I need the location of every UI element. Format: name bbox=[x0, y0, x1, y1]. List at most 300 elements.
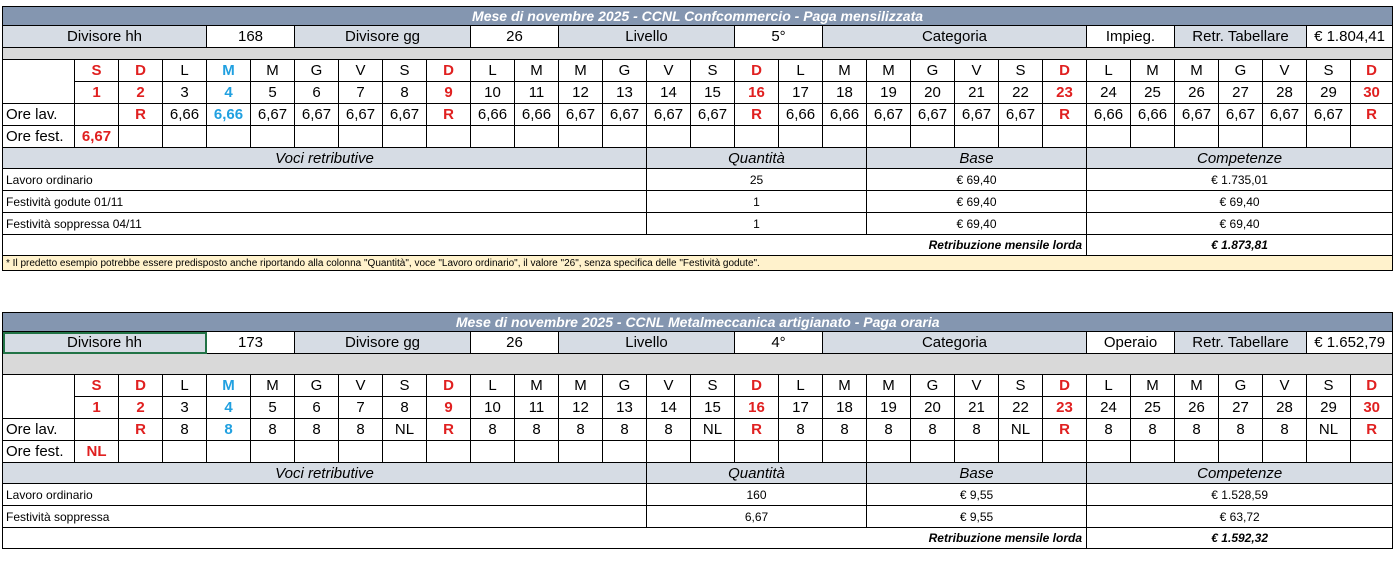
day-number-cell[interactable]: 23 bbox=[1043, 82, 1087, 104]
ore-lav-cell[interactable]: R bbox=[1351, 419, 1393, 441]
weekday-cell[interactable]: L bbox=[779, 60, 823, 82]
weekday-cell[interactable]: D bbox=[427, 375, 471, 397]
ore-lav-cell[interactable]: 6,67 bbox=[1175, 104, 1219, 126]
ore-fest-cell[interactable] bbox=[1087, 441, 1131, 463]
ore-lav-cell[interactable]: 6,67 bbox=[559, 104, 603, 126]
weekday-cell[interactable]: M bbox=[1131, 375, 1175, 397]
ore-fest-cell[interactable] bbox=[911, 126, 955, 148]
weekday-cell[interactable]: G bbox=[603, 375, 647, 397]
voci-header[interactable]: Voci retributive bbox=[3, 463, 647, 484]
categoria-value[interactable]: Impieg. bbox=[1087, 26, 1175, 48]
ore-fest-cell[interactable]: 6,67 bbox=[75, 126, 119, 148]
weekday-cell[interactable]: L bbox=[1087, 60, 1131, 82]
ore-fest-label[interactable]: Ore fest. bbox=[3, 441, 75, 463]
retr-tabellare-value[interactable]: € 1.804,41 bbox=[1307, 26, 1393, 48]
ore-lav-cell[interactable]: 8 bbox=[207, 419, 251, 441]
ore-fest-cell[interactable] bbox=[691, 441, 735, 463]
weekday-cell[interactable]: M bbox=[207, 375, 251, 397]
weekday-cell[interactable]: S bbox=[999, 375, 1043, 397]
ore-lav-cell[interactable]: NL bbox=[999, 419, 1043, 441]
ore-fest-cell[interactable] bbox=[691, 126, 735, 148]
day-number-cell[interactable]: 18 bbox=[823, 397, 867, 419]
quantita-header[interactable]: Quantità bbox=[647, 148, 867, 169]
ore-lav-cell[interactable]: 6,67 bbox=[647, 104, 691, 126]
ore-lav-cell[interactable]: 6,67 bbox=[603, 104, 647, 126]
footnote[interactable]: * Il predetto esempio potrebbe essere predisposto anche riportando alla colonna "Quantità", voce "Lavoro ordinario", il valore "26", senza specifica delle "Festività godute". bbox=[3, 256, 1393, 271]
ore-fest-cell[interactable] bbox=[1175, 126, 1219, 148]
ore-fest-cell[interactable] bbox=[295, 441, 339, 463]
weekday-cell[interactable]: V bbox=[339, 375, 383, 397]
weekday-cell[interactable]: G bbox=[911, 375, 955, 397]
ore-fest-cell[interactable] bbox=[955, 441, 999, 463]
weekday-cell[interactable]: D bbox=[1351, 60, 1393, 82]
retr-tabellare-label[interactable]: Retr. Tabellare bbox=[1175, 26, 1307, 48]
ore-fest-cell[interactable] bbox=[559, 441, 603, 463]
voce-desc[interactable]: Festività godute 01/11 bbox=[3, 191, 647, 213]
ore-fest-cell[interactable] bbox=[1131, 441, 1175, 463]
weekday-cell[interactable]: M bbox=[1175, 375, 1219, 397]
ore-fest-cell[interactable] bbox=[647, 126, 691, 148]
base-header[interactable]: Base bbox=[867, 148, 1087, 169]
ore-fest-cell[interactable]: NL bbox=[75, 441, 119, 463]
voce-desc[interactable]: Lavoro ordinario bbox=[3, 169, 647, 191]
ore-lav-cell[interactable]: R bbox=[735, 104, 779, 126]
day-number-cell[interactable]: 18 bbox=[823, 82, 867, 104]
day-number-cell[interactable]: 30 bbox=[1351, 397, 1393, 419]
ore-lav-cell[interactable]: 6,67 bbox=[383, 104, 427, 126]
weekday-cell[interactable]: S bbox=[1307, 60, 1351, 82]
voce-desc[interactable]: Lavoro ordinario bbox=[3, 484, 647, 506]
day-number-cell[interactable]: 15 bbox=[691, 82, 735, 104]
ore-fest-cell[interactable] bbox=[1351, 126, 1393, 148]
base-header[interactable]: Base bbox=[867, 463, 1087, 484]
voce-competenze[interactable]: € 1.735,01 bbox=[1087, 169, 1393, 191]
ore-lav-cell[interactable]: 8 bbox=[779, 419, 823, 441]
weekday-cell[interactable]: D bbox=[1043, 375, 1087, 397]
ore-fest-cell[interactable] bbox=[1219, 126, 1263, 148]
day-number-cell[interactable]: 1 bbox=[75, 397, 119, 419]
divisore-hh-value[interactable]: 168 bbox=[207, 26, 295, 48]
ore-fest-cell[interactable] bbox=[471, 441, 515, 463]
voce-desc[interactable]: Festività soppressa 04/11 bbox=[3, 213, 647, 235]
ore-fest-cell[interactable] bbox=[515, 441, 559, 463]
divisore-hh-value[interactable]: 173 bbox=[207, 332, 295, 354]
day-number-cell[interactable]: 2 bbox=[119, 397, 163, 419]
weekday-cell[interactable]: M bbox=[823, 60, 867, 82]
ore-lav-cell[interactable]: 6,67 bbox=[955, 104, 999, 126]
weekday-cell[interactable]: D bbox=[427, 60, 471, 82]
livello-value[interactable]: 5° bbox=[735, 26, 823, 48]
ore-lav-cell[interactable]: 6,67 bbox=[911, 104, 955, 126]
weekday-cell[interactable]: V bbox=[647, 375, 691, 397]
day-number-cell[interactable]: 10 bbox=[471, 82, 515, 104]
weekday-cell[interactable]: M bbox=[515, 60, 559, 82]
weekday-cell[interactable]: G bbox=[295, 60, 339, 82]
day-number-cell[interactable]: 23 bbox=[1043, 397, 1087, 419]
ore-fest-cell[interactable] bbox=[119, 126, 163, 148]
ore-lav-cell[interactable]: R bbox=[427, 419, 471, 441]
ore-fest-cell[interactable] bbox=[427, 441, 471, 463]
day-number-cell[interactable]: 24 bbox=[1087, 397, 1131, 419]
ore-lav-cell[interactable]: 6,67 bbox=[691, 104, 735, 126]
ore-lav-cell[interactable]: 8 bbox=[339, 419, 383, 441]
weekday-cell[interactable]: D bbox=[735, 60, 779, 82]
competenze-header[interactable]: Competenze bbox=[1087, 463, 1393, 484]
day-number-cell[interactable]: 19 bbox=[867, 397, 911, 419]
ore-lav-cell[interactable]: 6,67 bbox=[1307, 104, 1351, 126]
ore-lav-label[interactable]: Ore lav. bbox=[3, 104, 75, 126]
day-number-cell[interactable]: 25 bbox=[1131, 82, 1175, 104]
ore-fest-cell[interactable] bbox=[339, 441, 383, 463]
ore-fest-cell[interactable] bbox=[1043, 126, 1087, 148]
categoria-value[interactable]: Operaio bbox=[1087, 332, 1175, 354]
weekday-cell[interactable]: S bbox=[999, 60, 1043, 82]
day-number-cell[interactable]: 12 bbox=[559, 397, 603, 419]
ore-fest-cell[interactable] bbox=[1263, 126, 1307, 148]
ore-lav-cell[interactable]: 8 bbox=[1219, 419, 1263, 441]
day-number-cell[interactable]: 19 bbox=[867, 82, 911, 104]
ore-fest-cell[interactable] bbox=[1307, 126, 1351, 148]
day-number-cell[interactable]: 26 bbox=[1175, 397, 1219, 419]
ore-lav-cell[interactable] bbox=[75, 104, 119, 126]
day-number-cell[interactable]: 1 bbox=[75, 82, 119, 104]
ore-fest-cell[interactable] bbox=[163, 126, 207, 148]
ore-fest-cell[interactable] bbox=[779, 126, 823, 148]
livello-label[interactable]: Livello bbox=[559, 26, 735, 48]
weekday-cell[interactable]: M bbox=[207, 60, 251, 82]
weekday-cell[interactable]: G bbox=[603, 60, 647, 82]
voce-competenze[interactable]: € 63,72 bbox=[1087, 506, 1393, 528]
day-number-cell[interactable]: 10 bbox=[471, 397, 515, 419]
voce-base[interactable]: € 9,55 bbox=[867, 506, 1087, 528]
quantita-header[interactable]: Quantità bbox=[647, 463, 867, 484]
day-number-cell[interactable]: 3 bbox=[163, 82, 207, 104]
ore-lav-cell[interactable]: 8 bbox=[471, 419, 515, 441]
ore-fest-cell[interactable] bbox=[163, 441, 207, 463]
weekday-cell[interactable]: M bbox=[867, 375, 911, 397]
ore-lav-cell[interactable]: R bbox=[119, 419, 163, 441]
day-number-cell[interactable]: 16 bbox=[735, 82, 779, 104]
day-number-cell[interactable]: 29 bbox=[1307, 397, 1351, 419]
weekday-cell[interactable]: L bbox=[471, 375, 515, 397]
ore-fest-cell[interactable] bbox=[867, 126, 911, 148]
ore-fest-cell[interactable] bbox=[955, 126, 999, 148]
ore-fest-cell[interactable] bbox=[207, 441, 251, 463]
voce-base[interactable]: € 69,40 bbox=[867, 169, 1087, 191]
ore-lav-cell[interactable]: 8 bbox=[603, 419, 647, 441]
voce-desc[interactable]: Festività soppressa bbox=[3, 506, 647, 528]
day-number-cell[interactable]: 25 bbox=[1131, 397, 1175, 419]
day-number-cell[interactable]: 20 bbox=[911, 397, 955, 419]
day-number-cell[interactable]: 28 bbox=[1263, 82, 1307, 104]
ore-lav-cell[interactable]: 6,66 bbox=[515, 104, 559, 126]
day-number-cell[interactable]: 21 bbox=[955, 397, 999, 419]
ore-fest-cell[interactable] bbox=[999, 126, 1043, 148]
ore-fest-cell[interactable] bbox=[251, 441, 295, 463]
ore-fest-cell[interactable] bbox=[207, 126, 251, 148]
day-number-cell[interactable]: 6 bbox=[295, 397, 339, 419]
day-number-cell[interactable]: 8 bbox=[383, 82, 427, 104]
weekday-cell[interactable]: S bbox=[383, 375, 427, 397]
table-title[interactable]: Mese di novembre 2025 - CCNL Metalmeccanica artigianato - Paga oraria bbox=[3, 313, 1393, 332]
day-number-cell[interactable]: 24 bbox=[1087, 82, 1131, 104]
day-number-cell[interactable]: 16 bbox=[735, 397, 779, 419]
ore-lav-cell[interactable]: 8 bbox=[515, 419, 559, 441]
ore-fest-cell[interactable] bbox=[427, 126, 471, 148]
day-number-cell[interactable]: 27 bbox=[1219, 397, 1263, 419]
day-number-cell[interactable]: 13 bbox=[603, 397, 647, 419]
ore-lav-cell[interactable]: 6,66 bbox=[823, 104, 867, 126]
weekday-cell[interactable]: S bbox=[691, 60, 735, 82]
voci-header[interactable]: Voci retributive bbox=[3, 148, 647, 169]
retr-tabellare-value[interactable]: € 1.652,79 bbox=[1307, 332, 1393, 354]
ore-fest-cell[interactable] bbox=[735, 126, 779, 148]
ore-fest-cell[interactable] bbox=[515, 126, 559, 148]
day-number-cell[interactable]: 9 bbox=[427, 397, 471, 419]
weekday-cell[interactable]: V bbox=[339, 60, 383, 82]
ore-lav-cell[interactable]: 6,66 bbox=[1087, 104, 1131, 126]
day-number-cell[interactable]: 5 bbox=[251, 397, 295, 419]
ore-fest-cell[interactable] bbox=[1175, 441, 1219, 463]
ore-lav-cell[interactable]: NL bbox=[691, 419, 735, 441]
ore-lav-label[interactable]: Ore lav. bbox=[3, 419, 75, 441]
voce-quantita[interactable]: 6,67 bbox=[647, 506, 867, 528]
day-number-cell[interactable]: 30 bbox=[1351, 82, 1393, 104]
ore-lav-cell[interactable]: NL bbox=[1307, 419, 1351, 441]
day-number-cell[interactable]: 11 bbox=[515, 82, 559, 104]
ore-lav-cell[interactable]: 8 bbox=[823, 419, 867, 441]
ore-fest-cell[interactable] bbox=[1351, 441, 1393, 463]
weekday-cell[interactable]: D bbox=[1351, 375, 1393, 397]
weekday-cell[interactable]: M bbox=[867, 60, 911, 82]
categoria-label[interactable]: Categoria bbox=[823, 26, 1087, 48]
weekday-cell[interactable]: M bbox=[1131, 60, 1175, 82]
ore-lav-cell[interactable]: 6,67 bbox=[1263, 104, 1307, 126]
ore-lav-cell[interactable]: 8 bbox=[867, 419, 911, 441]
voce-quantita[interactable]: 1 bbox=[647, 191, 867, 213]
ore-lav-cell[interactable]: 8 bbox=[1131, 419, 1175, 441]
ore-fest-cell[interactable] bbox=[1219, 441, 1263, 463]
weekday-cell[interactable]: V bbox=[1263, 375, 1307, 397]
corner-cell[interactable] bbox=[3, 375, 75, 419]
divisore-gg-value[interactable]: 26 bbox=[471, 332, 559, 354]
ore-lav-cell[interactable]: 8 bbox=[911, 419, 955, 441]
weekday-cell[interactable]: S bbox=[75, 375, 119, 397]
table-title[interactable]: Mese di novembre 2025 - CCNL Confcommercio - Paga mensilizzata bbox=[3, 7, 1393, 26]
ore-fest-cell[interactable] bbox=[1087, 126, 1131, 148]
ore-lav-cell[interactable]: R bbox=[119, 104, 163, 126]
day-number-cell[interactable]: 8 bbox=[383, 397, 427, 419]
ore-fest-cell[interactable] bbox=[383, 126, 427, 148]
weekday-cell[interactable]: S bbox=[691, 375, 735, 397]
livello-value[interactable]: 4° bbox=[735, 332, 823, 354]
ore-lav-cell[interactable]: 6,66 bbox=[779, 104, 823, 126]
day-number-cell[interactable]: 26 bbox=[1175, 82, 1219, 104]
day-number-cell[interactable]: 7 bbox=[339, 397, 383, 419]
weekday-cell[interactable]: L bbox=[471, 60, 515, 82]
ore-lav-cell[interactable] bbox=[75, 419, 119, 441]
day-number-cell[interactable]: 17 bbox=[779, 397, 823, 419]
categoria-label[interactable]: Categoria bbox=[823, 332, 1087, 354]
ore-fest-cell[interactable] bbox=[1263, 441, 1307, 463]
ore-lav-cell[interactable]: 6,66 bbox=[207, 104, 251, 126]
day-number-cell[interactable]: 3 bbox=[163, 397, 207, 419]
divisore-gg-value[interactable]: 26 bbox=[471, 26, 559, 48]
day-number-cell[interactable]: 7 bbox=[339, 82, 383, 104]
ore-lav-cell[interactable]: 6,67 bbox=[1219, 104, 1263, 126]
corner-cell[interactable] bbox=[3, 60, 75, 104]
weekday-cell[interactable]: V bbox=[647, 60, 691, 82]
totale-label[interactable]: Retribuzione mensile lorda bbox=[3, 528, 1087, 549]
ore-lav-cell[interactable]: 6,67 bbox=[867, 104, 911, 126]
ore-lav-cell[interactable]: 8 bbox=[1263, 419, 1307, 441]
weekday-cell[interactable]: S bbox=[1307, 375, 1351, 397]
weekday-cell[interactable]: D bbox=[119, 60, 163, 82]
weekday-cell[interactable]: V bbox=[955, 60, 999, 82]
day-number-cell[interactable]: 14 bbox=[647, 82, 691, 104]
ore-lav-cell[interactable]: NL bbox=[383, 419, 427, 441]
ore-fest-cell[interactable] bbox=[911, 441, 955, 463]
ore-lav-cell[interactable]: R bbox=[1351, 104, 1393, 126]
ore-lav-cell[interactable]: R bbox=[427, 104, 471, 126]
divisore-gg-label[interactable]: Divisore gg bbox=[295, 332, 471, 354]
day-number-cell[interactable]: 5 bbox=[251, 82, 295, 104]
ore-fest-cell[interactable] bbox=[779, 441, 823, 463]
ore-lav-cell[interactable]: 6,66 bbox=[1131, 104, 1175, 126]
ore-lav-cell[interactable]: 6,67 bbox=[251, 104, 295, 126]
ore-fest-cell[interactable] bbox=[823, 441, 867, 463]
ore-lav-cell[interactable]: 8 bbox=[955, 419, 999, 441]
competenze-header[interactable]: Competenze bbox=[1087, 148, 1393, 169]
voce-base[interactable]: € 9,55 bbox=[867, 484, 1087, 506]
weekday-cell[interactable]: M bbox=[559, 60, 603, 82]
day-number-cell[interactable]: 11 bbox=[515, 397, 559, 419]
ore-fest-cell[interactable] bbox=[119, 441, 163, 463]
ore-fest-cell[interactable] bbox=[647, 441, 691, 463]
ore-lav-cell[interactable]: 6,67 bbox=[295, 104, 339, 126]
day-number-cell[interactable]: 4 bbox=[207, 82, 251, 104]
divisore-hh-label[interactable]: Divisore hh bbox=[3, 332, 207, 354]
weekday-cell[interactable]: L bbox=[779, 375, 823, 397]
day-number-cell[interactable]: 22 bbox=[999, 82, 1043, 104]
day-number-cell[interactable]: 29 bbox=[1307, 82, 1351, 104]
weekday-cell[interactable]: D bbox=[119, 375, 163, 397]
weekday-cell[interactable]: M bbox=[559, 375, 603, 397]
voce-competenze[interactable]: € 69,40 bbox=[1087, 213, 1393, 235]
voce-base[interactable]: € 69,40 bbox=[867, 213, 1087, 235]
totale-value[interactable]: € 1.873,81 bbox=[1087, 235, 1393, 256]
livello-label[interactable]: Livello bbox=[559, 332, 735, 354]
weekday-cell[interactable]: V bbox=[1263, 60, 1307, 82]
ore-fest-cell[interactable] bbox=[295, 126, 339, 148]
ore-lav-cell[interactable]: 8 bbox=[1175, 419, 1219, 441]
day-number-cell[interactable]: 9 bbox=[427, 82, 471, 104]
ore-fest-cell[interactable] bbox=[339, 126, 383, 148]
ore-fest-cell[interactable] bbox=[471, 126, 515, 148]
totale-label[interactable]: Retribuzione mensile lorda bbox=[3, 235, 1087, 256]
weekday-cell[interactable]: S bbox=[75, 60, 119, 82]
ore-lav-cell[interactable]: R bbox=[735, 419, 779, 441]
ore-fest-cell[interactable] bbox=[867, 441, 911, 463]
ore-fest-cell[interactable] bbox=[251, 126, 295, 148]
weekday-cell[interactable]: M bbox=[1175, 60, 1219, 82]
weekday-cell[interactable]: M bbox=[251, 60, 295, 82]
divisore-gg-label[interactable]: Divisore gg bbox=[295, 26, 471, 48]
weekday-cell[interactable]: L bbox=[163, 60, 207, 82]
ore-lav-cell[interactable]: 8 bbox=[559, 419, 603, 441]
divisore-hh-label[interactable]: Divisore hh bbox=[3, 26, 207, 48]
ore-fest-cell[interactable] bbox=[603, 441, 647, 463]
ore-fest-cell[interactable] bbox=[999, 441, 1043, 463]
ore-lav-cell[interactable]: 6,67 bbox=[339, 104, 383, 126]
weekday-cell[interactable]: D bbox=[735, 375, 779, 397]
day-number-cell[interactable]: 28 bbox=[1263, 397, 1307, 419]
ore-lav-cell[interactable]: R bbox=[1043, 104, 1087, 126]
ore-lav-cell[interactable]: 8 bbox=[295, 419, 339, 441]
weekday-cell[interactable]: G bbox=[1219, 375, 1263, 397]
ore-lav-cell[interactable]: 8 bbox=[1087, 419, 1131, 441]
ore-fest-cell[interactable] bbox=[559, 126, 603, 148]
weekday-cell[interactable]: M bbox=[251, 375, 295, 397]
voce-quantita[interactable]: 25 bbox=[647, 169, 867, 191]
ore-fest-label[interactable]: Ore fest. bbox=[3, 126, 75, 148]
ore-fest-cell[interactable] bbox=[823, 126, 867, 148]
voce-competenze[interactable]: € 69,40 bbox=[1087, 191, 1393, 213]
day-number-cell[interactable]: 21 bbox=[955, 82, 999, 104]
day-number-cell[interactable]: 20 bbox=[911, 82, 955, 104]
ore-fest-cell[interactable] bbox=[735, 441, 779, 463]
day-number-cell[interactable]: 15 bbox=[691, 397, 735, 419]
ore-lav-cell[interactable]: 8 bbox=[163, 419, 207, 441]
weekday-cell[interactable]: G bbox=[1219, 60, 1263, 82]
voce-quantita[interactable]: 160 bbox=[647, 484, 867, 506]
voce-quantita[interactable]: 1 bbox=[647, 213, 867, 235]
ore-lav-cell[interactable]: 6,66 bbox=[471, 104, 515, 126]
weekday-cell[interactable]: G bbox=[295, 375, 339, 397]
weekday-cell[interactable]: D bbox=[1043, 60, 1087, 82]
day-number-cell[interactable]: 17 bbox=[779, 82, 823, 104]
day-number-cell[interactable]: 27 bbox=[1219, 82, 1263, 104]
ore-lav-cell[interactable]: 6,66 bbox=[163, 104, 207, 126]
ore-fest-cell[interactable] bbox=[1131, 126, 1175, 148]
day-number-cell[interactable]: 12 bbox=[559, 82, 603, 104]
day-number-cell[interactable]: 22 bbox=[999, 397, 1043, 419]
weekday-cell[interactable]: V bbox=[955, 375, 999, 397]
ore-fest-cell[interactable] bbox=[383, 441, 427, 463]
ore-fest-cell[interactable] bbox=[1307, 441, 1351, 463]
ore-fest-cell[interactable] bbox=[1043, 441, 1087, 463]
ore-fest-cell[interactable] bbox=[603, 126, 647, 148]
day-number-cell[interactable]: 13 bbox=[603, 82, 647, 104]
retr-tabellare-label[interactable]: Retr. Tabellare bbox=[1175, 332, 1307, 354]
weekday-cell[interactable]: G bbox=[911, 60, 955, 82]
day-number-cell[interactable]: 4 bbox=[207, 397, 251, 419]
voce-base[interactable]: € 69,40 bbox=[867, 191, 1087, 213]
day-number-cell[interactable]: 2 bbox=[119, 82, 163, 104]
day-number-cell[interactable]: 6 bbox=[295, 82, 339, 104]
weekday-cell[interactable]: S bbox=[383, 60, 427, 82]
ore-lav-cell[interactable]: 8 bbox=[251, 419, 295, 441]
voce-competenze[interactable]: € 1.528,59 bbox=[1087, 484, 1393, 506]
day-number-cell[interactable]: 14 bbox=[647, 397, 691, 419]
weekday-cell[interactable]: L bbox=[1087, 375, 1131, 397]
totale-value[interactable]: € 1.592,32 bbox=[1087, 528, 1393, 549]
weekday-cell[interactable]: M bbox=[823, 375, 867, 397]
ore-lav-cell[interactable]: R bbox=[1043, 419, 1087, 441]
weekday-cell[interactable]: L bbox=[163, 375, 207, 397]
ore-lav-cell[interactable]: 8 bbox=[647, 419, 691, 441]
ore-lav-cell[interactable]: 6,67 bbox=[999, 104, 1043, 126]
